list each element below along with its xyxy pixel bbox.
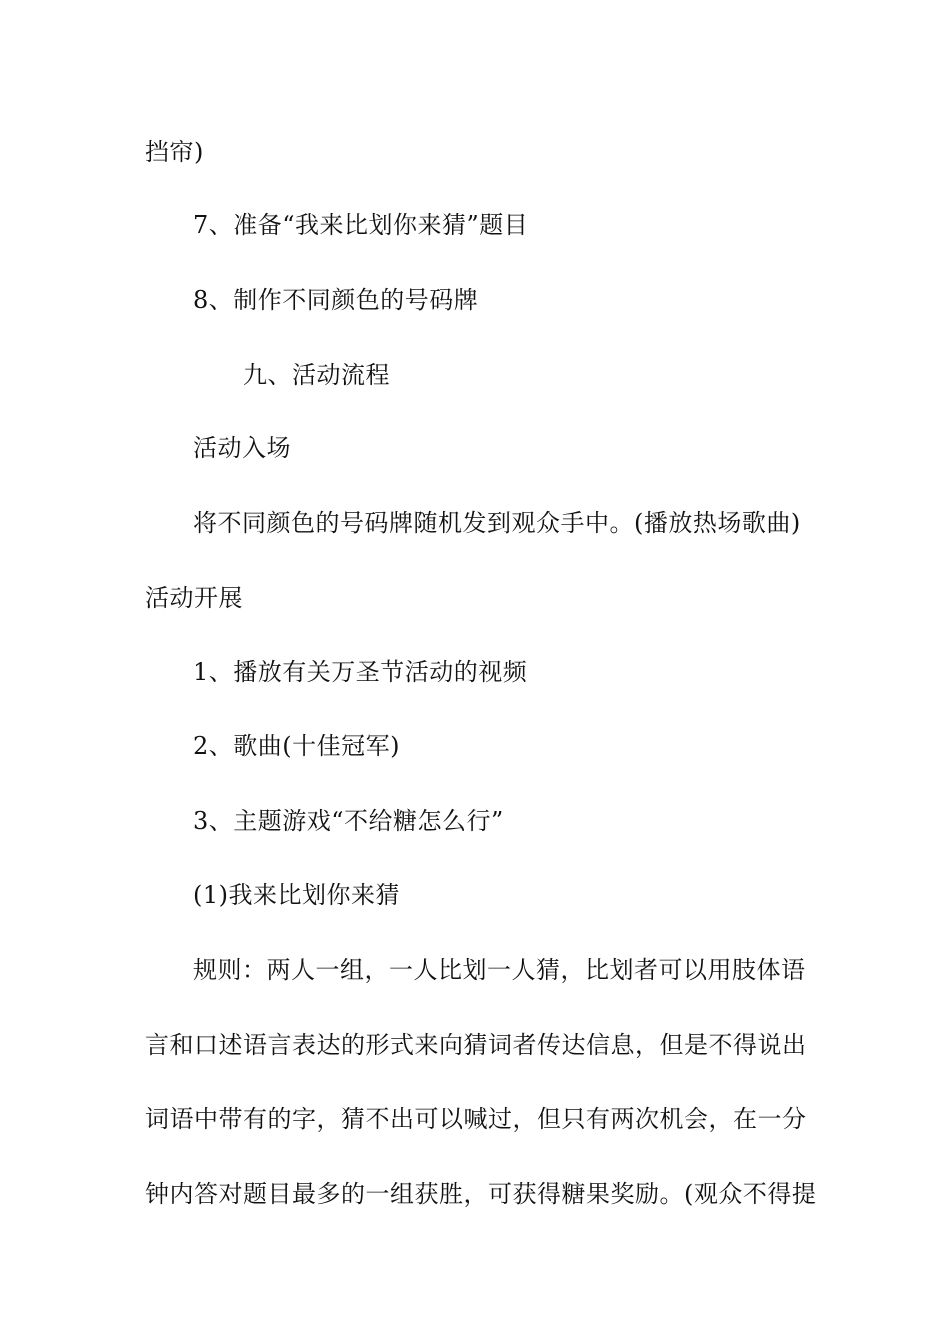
list-item-prepare-questions: 7、准备“我来比划你来猜”题目 — [193, 211, 529, 239]
paragraph-rules-line-4: 钟内答对题目最多的一组获胜，可获得糖果奖励。(观众不得提 — [145, 1180, 817, 1208]
list-item-video: 1、播放有关万圣节活动的视频 — [193, 658, 528, 686]
paragraph-rules-line-2: 言和口述语言表达的形式来向猜词者传达信息，但是不得说出 — [145, 1031, 807, 1059]
list-item-song: 2、歌曲(十佳冠军) — [193, 732, 400, 760]
list-item-theme-game: 3、主题游戏“不给糖怎么行” — [193, 807, 504, 835]
paragraph-entrance-description: 将不同颜色的号码牌随机发到观众手中。(播放热场歌曲) — [193, 509, 801, 537]
subheading-activity-development: 活动开展 — [145, 584, 243, 612]
list-item-number-plates: 8、制作不同颜色的号码牌 — [193, 286, 479, 314]
sub-item-charades: (1)我来比划你来猜 — [193, 881, 400, 909]
subheading-activity-entrance: 活动入场 — [193, 434, 291, 462]
section-heading-activity-flow: 九、活动流程 — [243, 361, 390, 389]
paragraph-rules-line-3: 词语中带有的字，猜不出可以喊过，但只有两次机会，在一分 — [145, 1105, 807, 1133]
text-line-continuation: 挡帘) — [145, 138, 204, 166]
paragraph-rules-line-1: 规则：两人一组，一人比划一人猜，比划者可以用肢体语 — [193, 956, 806, 984]
